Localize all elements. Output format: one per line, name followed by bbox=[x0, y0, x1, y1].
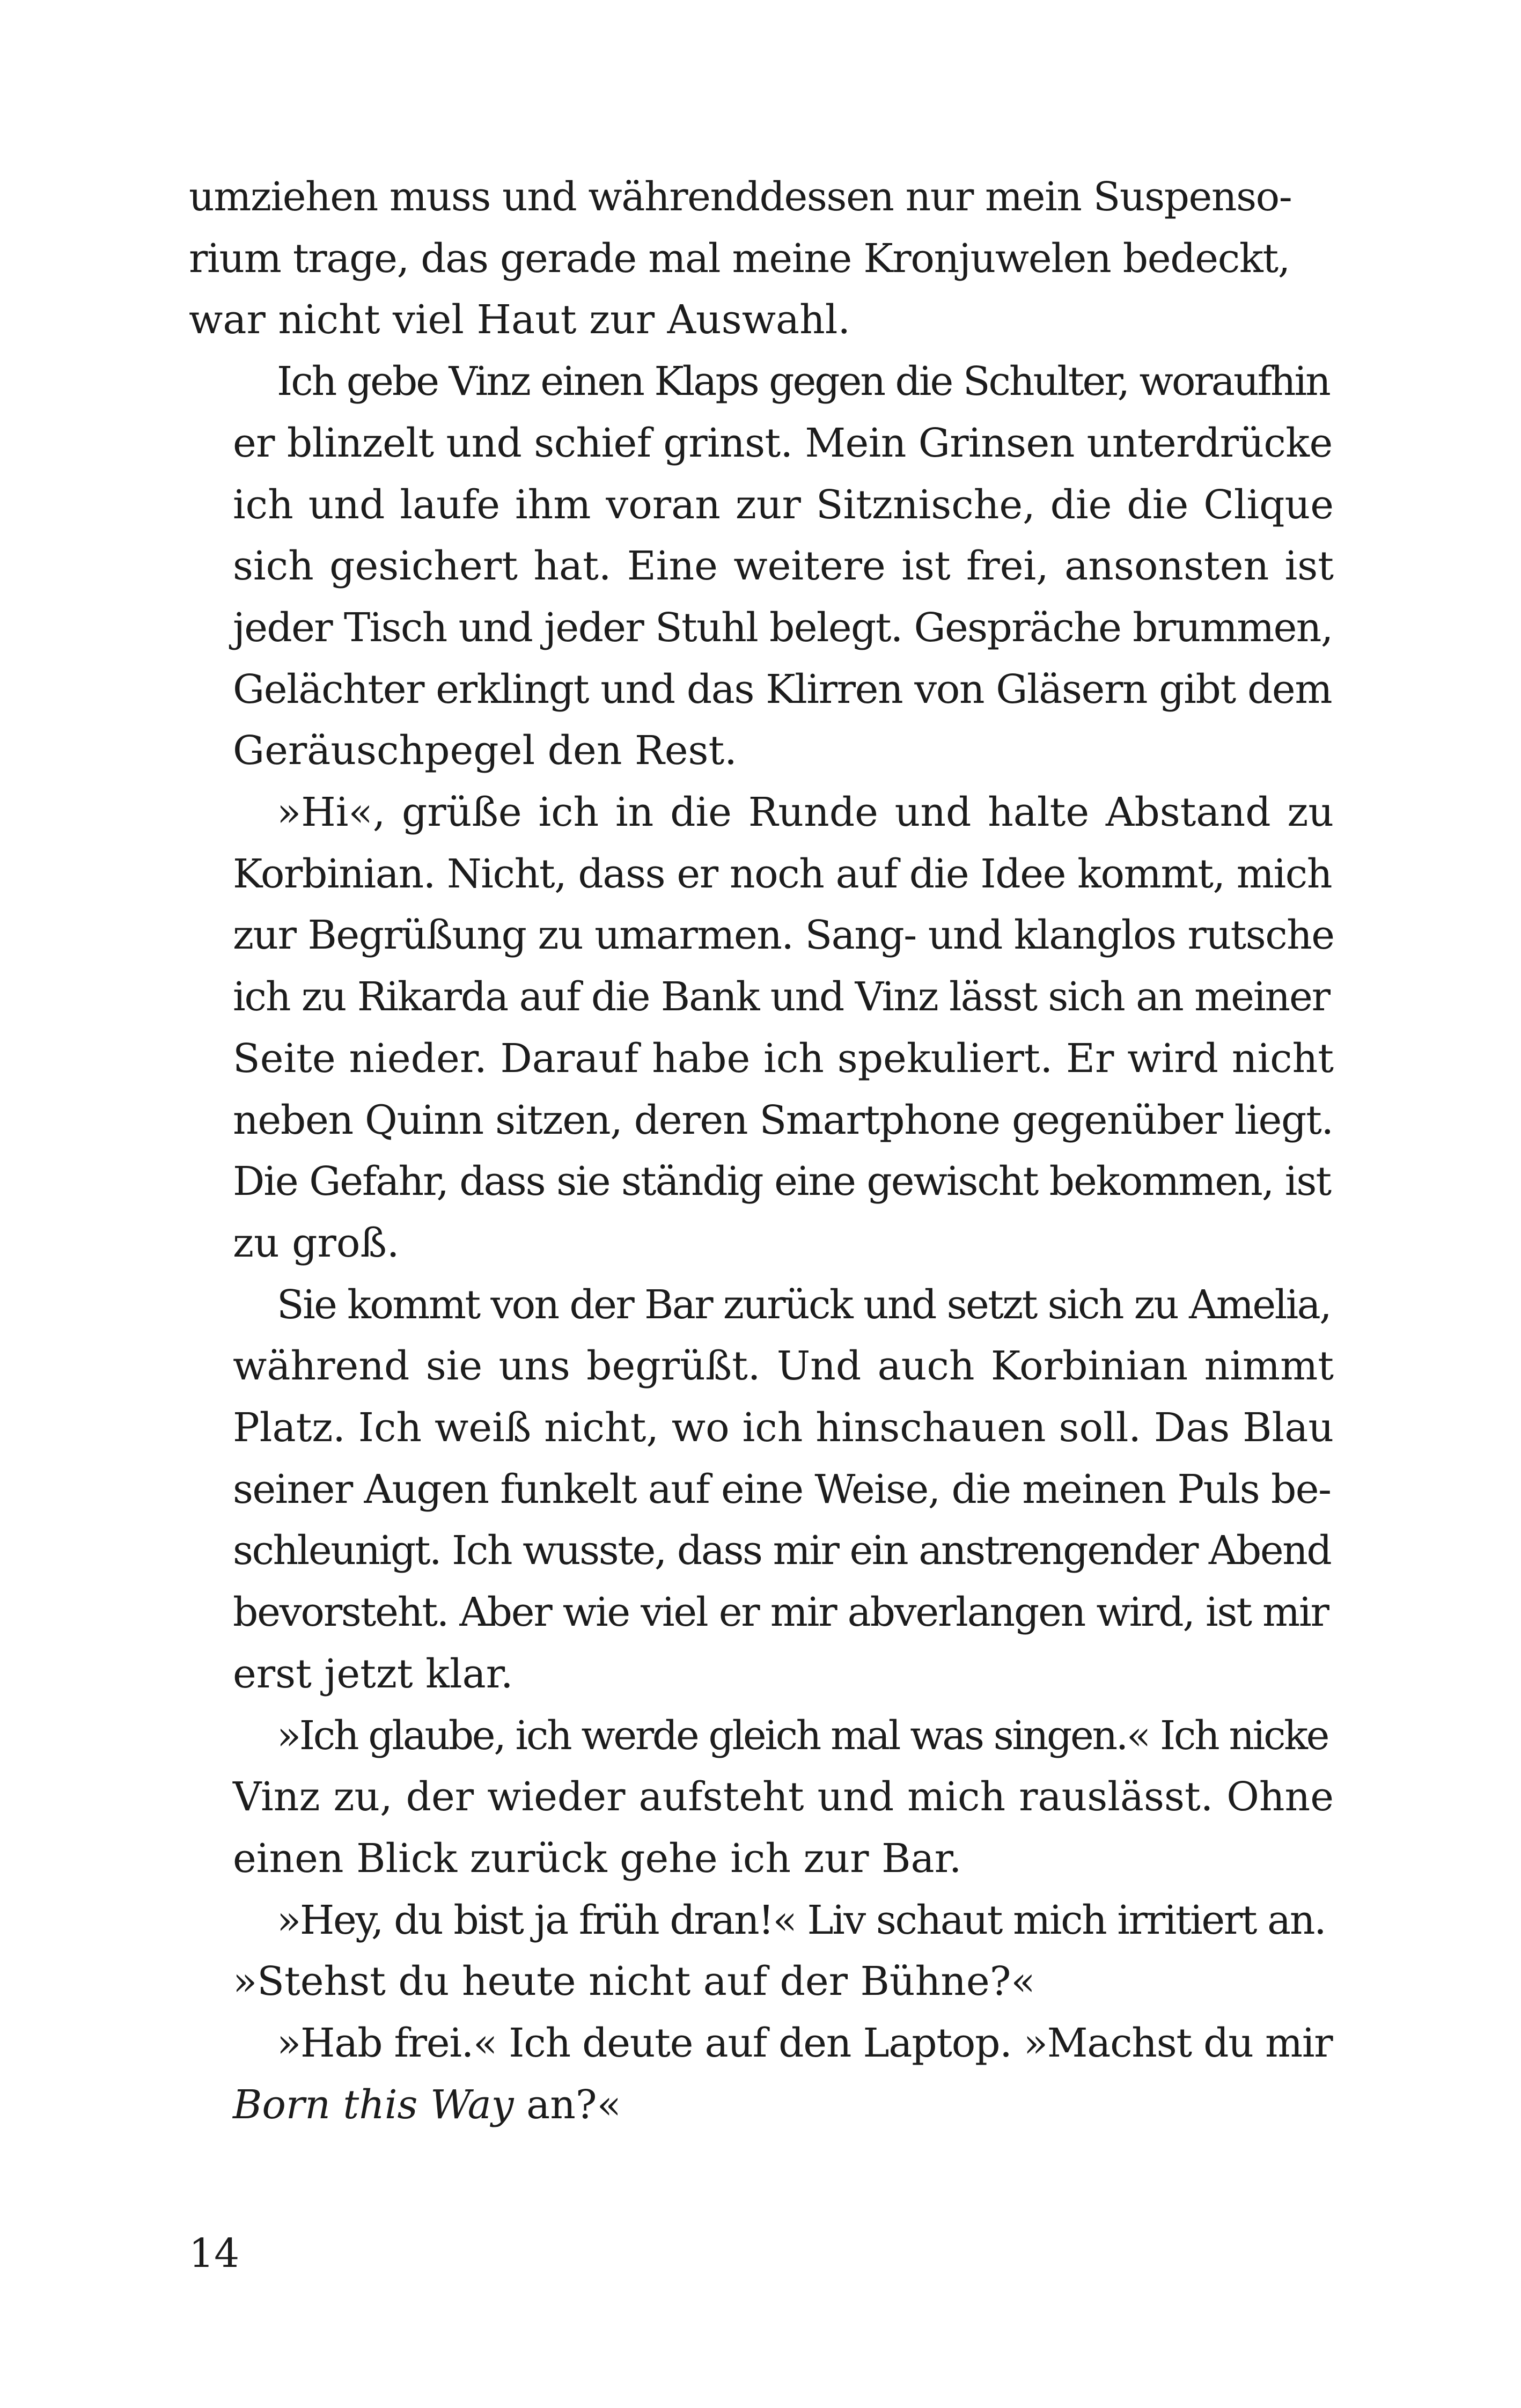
text-line: einen Blick zurück gehe ich zur Bar. bbox=[233, 1835, 962, 1882]
text-line: Geräuschpegel den Rest. bbox=[233, 728, 737, 774]
text-line: Sie kommt von der Bar zurück und setzt sich zu Amelia, bbox=[277, 1281, 1331, 1328]
page-number: 14 bbox=[189, 2230, 240, 2277]
text-line: während sie uns begrüßt. Und auch Korbinian nimmt bbox=[233, 1343, 1334, 1390]
text-line: jeder Tisch und jeder Stuhl belegt. Gespräche brummen, bbox=[233, 604, 1333, 651]
text-line: Platz. Ich weiß nicht, wo ich hinschauen soll. Das Blau bbox=[233, 1405, 1334, 1451]
paragraph bbox=[189, 1705, 1334, 1890]
text-line: umziehen muss und währenddessen nur mein Suspenso- bbox=[189, 174, 1292, 220]
text-line: zu groß. bbox=[233, 1220, 400, 1266]
text-line: zur Begrüßung zu umarmen. Sang- und klanglos rutsche bbox=[233, 912, 1334, 959]
text-line: Vinz zu, der wieder aufsteht und mich rauslässt. Ohne bbox=[233, 1774, 1334, 1820]
paragraph bbox=[189, 782, 1334, 1274]
text-line: war nicht viel Haut zur Auswahl. bbox=[189, 297, 850, 343]
paragraph bbox=[189, 2013, 1333, 2135]
text-line: sich gesichert hat. Eine weitere ist frei, ansonsten ist bbox=[233, 543, 1334, 590]
text-line: rium trage, das gerade mal meine Kronjuwelen bedeckt, bbox=[189, 235, 1290, 282]
text-line: schleunigt. Ich wusste, dass mir ein anstrengender Abend bbox=[233, 1528, 1331, 1574]
text-line: Seite nieder. Darauf habe ich spekuliert. Er wird nicht bbox=[233, 1035, 1334, 1082]
text-line: er blinzelt und schief grinst. Mein Grinsen unterdrücke bbox=[233, 420, 1333, 466]
text-line: »Hey, du bist ja früh dran!« Liv schaut mich irritiert an. bbox=[277, 1897, 1326, 1943]
text-line: neben Quinn sitzen, deren Smartphone gegenüber liegt. bbox=[233, 1097, 1333, 1143]
text-line bbox=[189, 2074, 1290, 2136]
text-line: »Ich glaube, ich werde gleich mal was singen.« Ich nicke bbox=[277, 1712, 1328, 1759]
paragraph bbox=[189, 1274, 1334, 1705]
song-title: Born this Way bbox=[233, 2081, 514, 2128]
text-line: bevorsteht. Aber wie viel er mir abverlangen wird, ist mir bbox=[233, 1589, 1328, 1636]
paragraph bbox=[189, 1890, 1326, 2013]
text-line: »Stehst du heute nicht auf der Bühne?« bbox=[233, 1958, 1035, 2005]
text-fragment: an?« bbox=[513, 2081, 621, 2128]
text-line: Die Gefahr, dass sie ständig eine gewischt bekommen, ist bbox=[233, 1158, 1331, 1205]
text-line: Korbinian. Nicht, dass er noch auf die Idee kommt, mich bbox=[233, 850, 1332, 897]
paragraph bbox=[189, 351, 1334, 782]
paragraph bbox=[189, 166, 1290, 351]
text-line: erst jetzt klar. bbox=[233, 1650, 513, 1697]
text-line: »Hab frei.« Ich deute auf den Laptop. »Machst du mir bbox=[277, 2020, 1333, 2067]
book-page-text bbox=[189, 166, 1334, 2136]
text-line: ich zu Rikarda auf die Bank und Vinz lässt sich an meiner bbox=[233, 974, 1329, 1021]
text-line: Gelächter erklingt und das Klirren von Gläsern gibt dem bbox=[233, 666, 1332, 713]
text-line: ich und laufe ihm voran zur Sitznische, die die Clique bbox=[233, 481, 1334, 528]
text-line: »Hi«, grüße ich in die Runde und halte Abstand zu bbox=[277, 789, 1334, 836]
text-line: seiner Augen funkelt auf eine Weise, die meinen Puls be- bbox=[233, 1466, 1331, 1513]
text-line: Ich gebe Vinz einen Klaps gegen die Schulter, woraufhin bbox=[277, 358, 1329, 405]
